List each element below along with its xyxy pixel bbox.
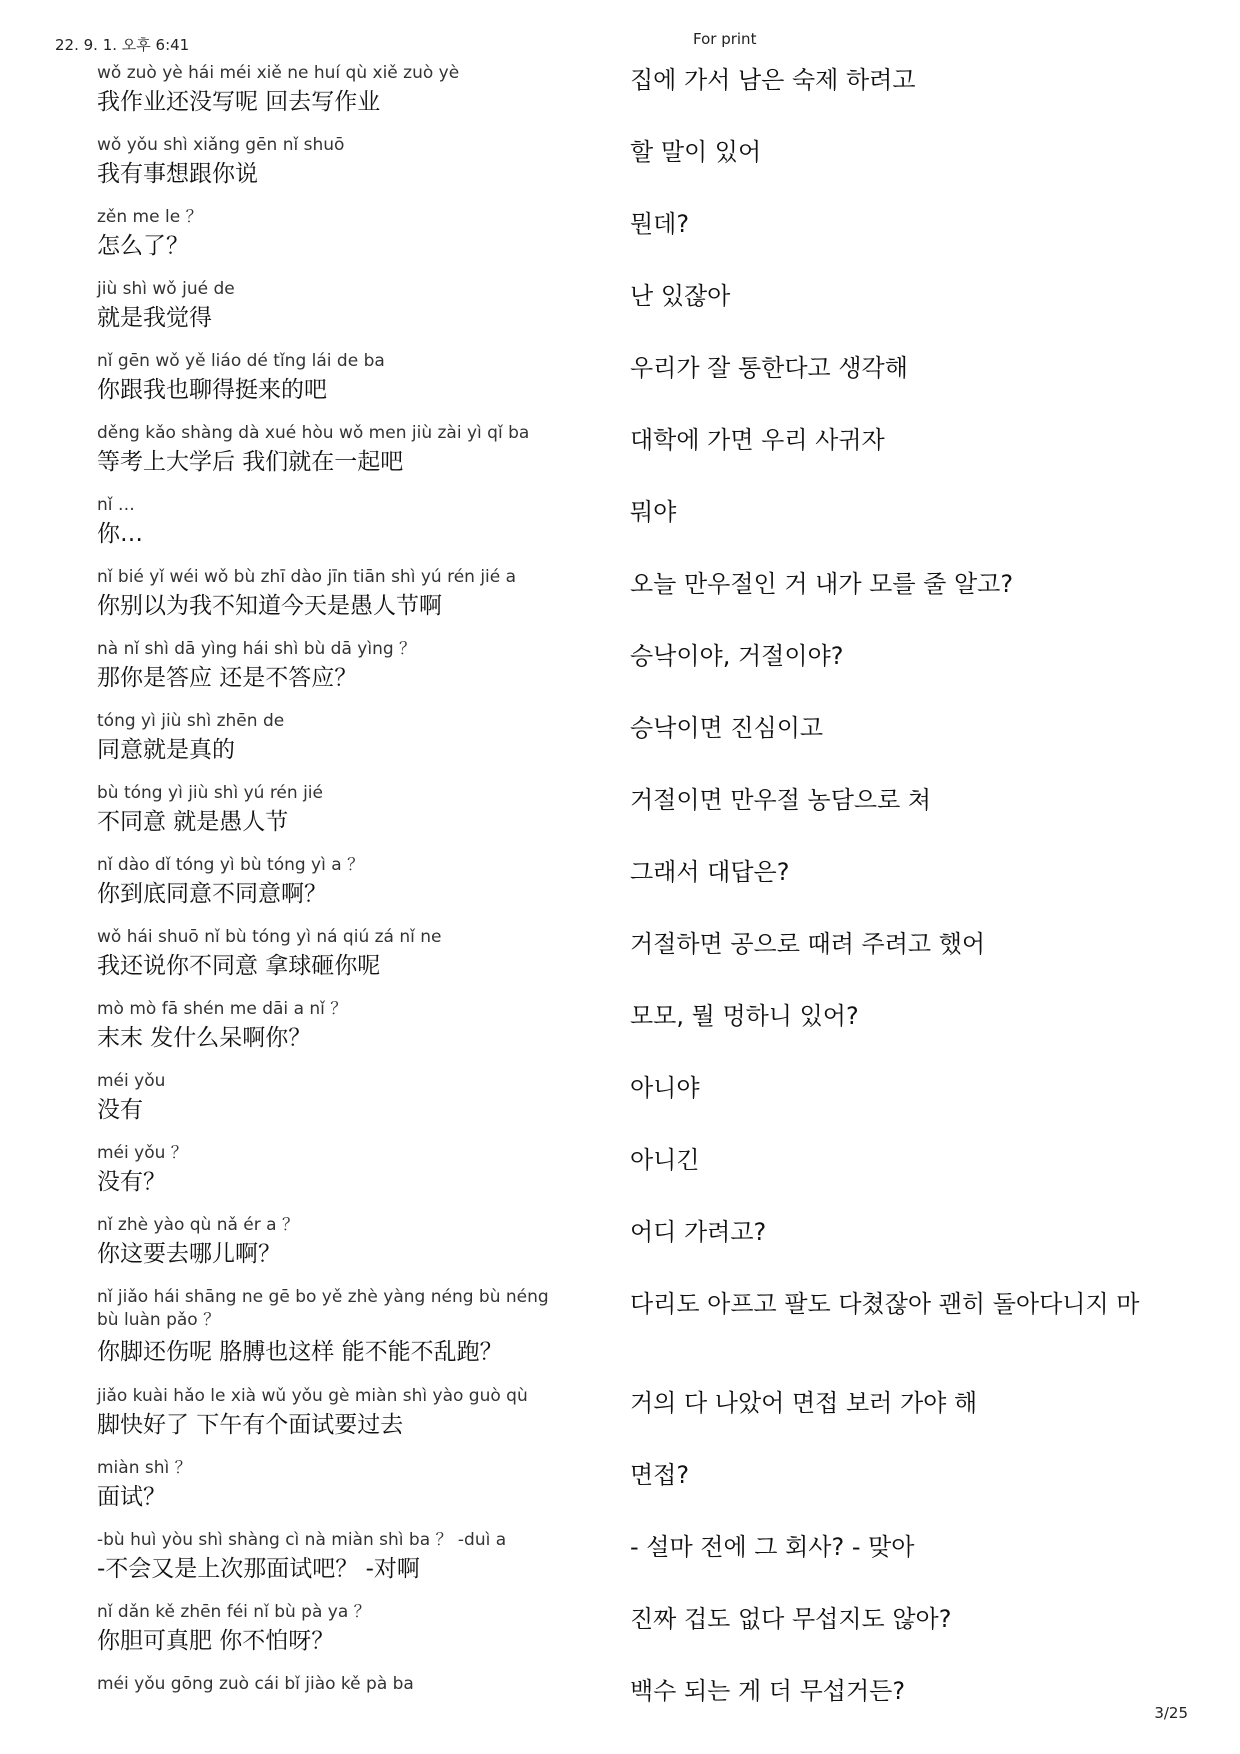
pinyin-line: méi yǒu	[97, 1071, 166, 1091]
pinyin-line: tóng yì jiù shì zhēn de	[97, 711, 285, 731]
chinese-line: 你这要去哪儿啊？	[97, 1241, 281, 1267]
korean-line: 뭐야	[630, 498, 677, 526]
chinese-line: 就是我觉得	[97, 305, 212, 331]
subtitle-row	[0, 850, 1240, 922]
print-title: For print	[693, 30, 757, 48]
subtitle-row	[0, 1138, 1240, 1210]
chinese-line: 你到底同意不同意啊？	[97, 881, 327, 907]
pinyin-line: nǐ dǎn kě zhēn féi nǐ bù pà ya ？	[97, 1602, 371, 1622]
subtitle-row	[0, 274, 1240, 346]
chinese-line: 我还说你不同意 拿球砸你呢	[97, 953, 381, 979]
korean-line: 난 있잖아	[630, 282, 731, 310]
pinyin-line: nǐ jiǎo hái shāng ne gē bo yě zhè yàng néng bù néng bù luàn pǎo ？	[97, 1287, 549, 1330]
subtitle-row	[0, 562, 1240, 634]
pinyin-line: miàn shì ？	[97, 1458, 192, 1478]
subtitle-row	[0, 706, 1240, 778]
subtitle-row	[0, 778, 1240, 850]
subtitle-row	[0, 58, 1240, 130]
pinyin-line: zěn me le ？	[97, 207, 203, 227]
korean-line: 다리도 아프고 팔도 다쳤잖아 괜히 돌아다니지 마	[630, 1290, 1140, 1318]
subtitle-row	[0, 1669, 1240, 1741]
pinyin-line: méi yǒu gōng zuò cái bǐ jiào kě pà ba	[97, 1674, 414, 1694]
pinyin-line: mò mò fā shén me dāi a nǐ ？	[97, 999, 348, 1019]
pinyin-line: wǒ zuò yè hái méi xiě ne huí qù xiě zuò yè	[97, 63, 460, 83]
chinese-line: -不会又是上次那面试吧？ -对啊	[97, 1556, 420, 1582]
korean-line: 승낙이야, 거절이야?	[630, 642, 844, 670]
korean-line: 우리가 잘 통한다고 생각해	[630, 354, 908, 382]
korean-line: 아니야	[630, 1074, 700, 1102]
subtitle-row	[0, 346, 1240, 418]
korean-line: 거의 다 나았어 면접 보러 가야 해	[630, 1389, 978, 1417]
chinese-line: 没有	[97, 1097, 143, 1123]
subtitle-row	[0, 130, 1240, 202]
korean-line: 뭔데?	[630, 210, 690, 238]
chinese-line: 我作业还没写呢 回去写作业	[97, 89, 381, 115]
korean-line: 백수 되는 게 더 무섭거든?	[630, 1677, 906, 1705]
korean-line: 아니긴	[630, 1146, 700, 1174]
pinyin-line: -bù huì yòu shì shàng cì nà miàn shì ba ？ -duì a	[97, 1530, 507, 1550]
subtitle-row	[0, 634, 1240, 706]
subtitle-row	[0, 1525, 1240, 1597]
chinese-line: 你别以为我不知道今天是愚人节啊	[97, 593, 442, 619]
chinese-line: 脚快好了 下午有个面试要过去	[97, 1412, 404, 1438]
page-number: 3/25	[1154, 1704, 1188, 1722]
korean-line: 모모, 뭘 멍하니 있어?	[630, 1002, 859, 1030]
pinyin-line: jiù shì wǒ jué de	[97, 279, 235, 299]
pinyin-line: wǒ hái shuō nǐ bù tóng yì ná qiú zá nǐ ne	[97, 927, 442, 947]
pinyin-line: jiǎo kuài hǎo le xià wǔ yǒu gè miàn shì yào guò qù	[97, 1386, 528, 1406]
subtitle-row	[0, 1066, 1240, 1138]
pinyin-line: nǐ bié yǐ wéi wǒ bù zhī dào jīn tiān shì yú rén jié a	[97, 567, 517, 587]
korean-line: 면접?	[630, 1461, 690, 1489]
chinese-line: 怎么了？	[97, 233, 189, 259]
pinyin-line: nǐ gēn wǒ yě liáo dé tǐng lái de ba	[97, 351, 385, 371]
pinyin-line: nǐ dào dǐ tóng yì bù tóng yì a ？	[97, 855, 365, 875]
korean-line: 승낙이면 진심이고	[630, 714, 824, 742]
chinese-line: 同意就是真的	[97, 737, 235, 763]
korean-line: 할 말이 있어	[630, 138, 762, 166]
pinyin-line: děng kǎo shàng dà xué hòu wǒ men jiù zài yì qǐ ba	[97, 423, 530, 443]
pinyin-line: nà nǐ shì dā yìng hái shì bù dā yìng ？	[97, 639, 417, 659]
chinese-line: 你脚还伤呢 胳膊也这样 能不能不乱跑？	[97, 1339, 503, 1365]
pinyin-line: bù tóng yì jiù shì yú rén jié	[97, 783, 323, 803]
korean-line: 그래서 대답은?	[630, 858, 790, 886]
korean-line: 어디 가려고?	[630, 1218, 767, 1246]
korean-line: 진짜 겁도 없다 무섭지도 않아?	[630, 1605, 952, 1633]
pinyin-line: nǐ …	[97, 495, 135, 515]
korean-line: 거절이면 만우절 농담으로 쳐	[630, 786, 932, 814]
chinese-line: 没有？	[97, 1169, 166, 1195]
chinese-line: 你胆可真肥 你不怕呀？	[97, 1628, 335, 1654]
pinyin-line: méi yǒu ？	[97, 1143, 188, 1163]
chinese-line: 不同意 就是愚人节	[97, 809, 289, 835]
print-date: 22. 9. 1. 오후 6:41	[55, 36, 190, 54]
korean-line: - 설마 전에 그 회사? - 맞아	[630, 1533, 915, 1561]
subtitle-row	[0, 1282, 1240, 1381]
chinese-line: 你跟我也聊得挺来的吧	[97, 377, 327, 403]
korean-line: 거절하면 공으로 때려 주려고 했어	[630, 930, 986, 958]
subtitle-row	[0, 1381, 1240, 1453]
subtitle-row	[0, 1597, 1240, 1669]
pinyin-line: wǒ yǒu shì xiǎng gēn nǐ shuō	[97, 135, 345, 155]
subtitle-row	[0, 418, 1240, 490]
korean-line: 오늘 만우절인 거 내가 모를 줄 알고?	[630, 570, 1014, 598]
subtitle-row	[0, 202, 1240, 274]
subtitle-row	[0, 922, 1240, 994]
chinese-line: 那你是答应 还是不答应？	[97, 665, 358, 691]
subtitle-row	[0, 490, 1240, 562]
chinese-line: 面试？	[97, 1484, 166, 1510]
chinese-line: 等考上大学后 我们就在一起吧	[97, 449, 404, 475]
chinese-line: 你…	[97, 521, 143, 547]
chinese-line: 末末 发什么呆啊你？	[97, 1025, 312, 1051]
subtitle-row	[0, 994, 1240, 1066]
korean-line: 대학에 가면 우리 사귀자	[630, 426, 885, 454]
subtitle-row	[0, 1210, 1240, 1282]
korean-line: 집에 가서 남은 숙제 하려고	[630, 66, 916, 94]
subtitle-row	[0, 1453, 1240, 1525]
subtitle-list	[0, 58, 1240, 1741]
pinyin-line: nǐ zhè yào qù nǎ ér a ？	[97, 1215, 299, 1235]
chinese-line: 我有事想跟你说	[97, 161, 258, 187]
